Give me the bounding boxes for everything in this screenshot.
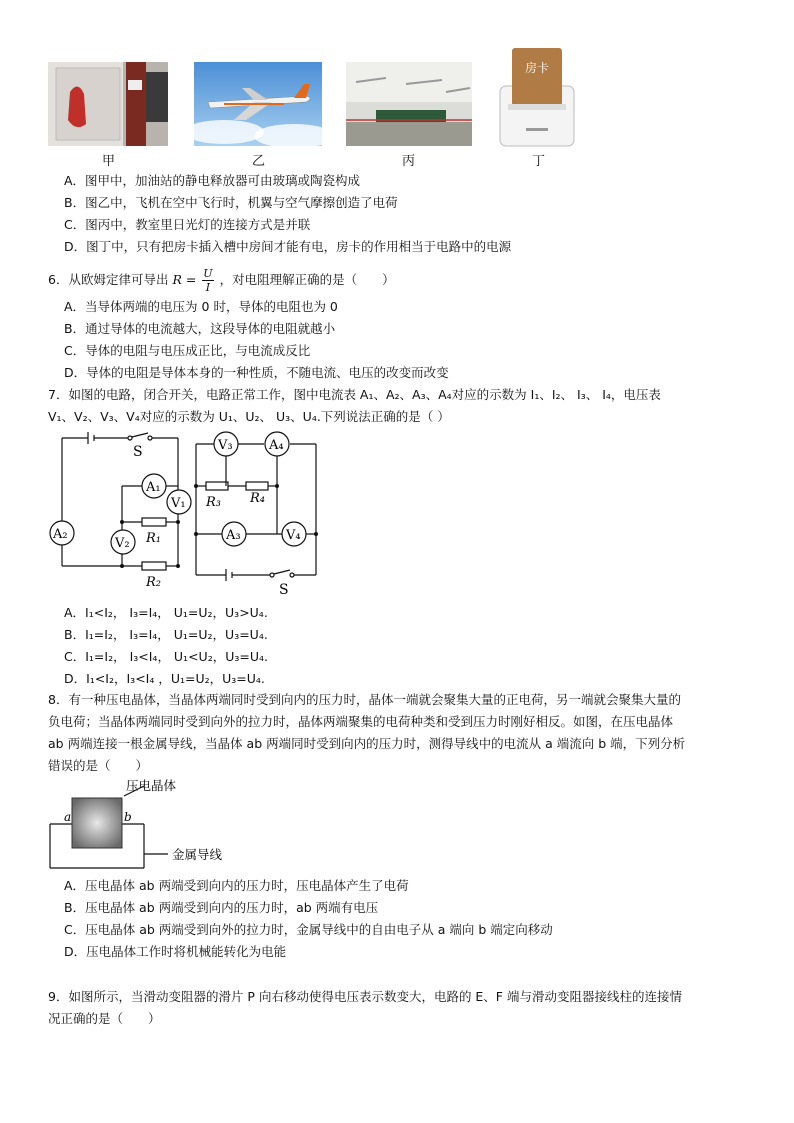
q7-stem-line2: V₁、V₂、V₃、V₄对应的示数为 U₁、U₂、 U₃、U₄.下列说法正确的是（ ） bbox=[48, 409, 450, 424]
q6-stem-post: ，对电阻理解正确的是（ ） bbox=[219, 272, 395, 287]
circuit-left-switch-label: S bbox=[133, 444, 143, 460]
q8-option-d: D．压电晶体工作时将机械能转化为电能 bbox=[64, 944, 287, 959]
q5-option-c: C．图丙中，教室里日光灯的连接方式是并联 bbox=[64, 217, 311, 232]
q8-option-a: A．压电晶体 ab 两端受到向内的压力时，压电晶体产生了电荷 bbox=[64, 878, 409, 893]
q8-label-wire: 金属导线 bbox=[172, 847, 223, 862]
q8-stem-line1: 8．有一种压电晶体，当晶体两端同时受到向内的压力时，晶体一端就会聚集大量的正电荷，另一端就会聚集大量的 bbox=[48, 692, 681, 707]
circuit-right-switch-label: S bbox=[279, 582, 289, 598]
q8-stem-line4: 错误的是（ ） bbox=[48, 758, 149, 773]
q5-option-b: B．图乙中，飞机在空中飞行时，机翼与空气摩擦创造了电荷 bbox=[64, 195, 398, 210]
image-bing bbox=[346, 62, 472, 146]
q6-stem bbox=[48, 267, 395, 294]
circuit-left-r2-label: R₂ bbox=[146, 575, 161, 590]
caption-jia: 甲 bbox=[102, 154, 116, 169]
q6-stem-pre: 6．从欧姆定律可导出 bbox=[48, 272, 169, 287]
q7-option-a: A．I₁<I₂， I₃=I₄， U₁=U₂，U₃>U₄. bbox=[64, 605, 268, 620]
image-jia bbox=[48, 62, 168, 146]
q8-option-b: B．压电晶体 ab 两端受到向内的压力时，ab 两端有电压 bbox=[64, 900, 379, 915]
q8-option-c: C．压电晶体 ab 两端受到向外的拉力时，金属导线中的自由电子从 a 端向 b 端定向移动 bbox=[64, 922, 553, 937]
circuit-right-v4-label: V₄ bbox=[286, 528, 301, 543]
q5-option-d: D．图丁中，只有把房卡插入槽中房间才能有电，房卡的作用相当于电路中的电源 bbox=[64, 239, 512, 254]
q8-diagram bbox=[46, 776, 286, 872]
q7-option-d: D．I₁<I₂，I₃<I₄ ，U₁=U₂，U₃=U₄. bbox=[64, 671, 265, 686]
q8-label-crystal: 压电晶体 bbox=[126, 778, 177, 793]
circuit-left-a2-label: A₂ bbox=[53, 527, 68, 542]
q6-option-a: A．当导体两端的电压为 0 时，导体的电阻也为 0 bbox=[64, 299, 338, 314]
q7-option-b: B．I₁=I₂， I₃=I₄， U₁=U₂，U₃=U₄. bbox=[64, 627, 268, 642]
q6-formula-numerator: U bbox=[203, 267, 213, 280]
q9-stem-line2: 况正确的是（ ） bbox=[48, 1011, 161, 1026]
q7-stem-line1: 7．如图的电路，闭合开关，电路正常工作，图中电流表 A₁、A₂、A₃、A₄对应的示数为 I₁、I₂、 I₃、 I₄，电压表 bbox=[48, 387, 661, 402]
q7-option-c: C．I₁=I₂， I₃<I₄， U₁<U₂，U₃=U₄. bbox=[64, 649, 268, 664]
circuit-left-v1-label: V₁ bbox=[171, 496, 186, 511]
q6-formula-fraction bbox=[202, 267, 213, 294]
image-ding bbox=[498, 48, 576, 148]
circuit-left-r1-label: R₁ bbox=[146, 531, 161, 546]
q7-circuit-left bbox=[42, 430, 192, 592]
room-card-text: 房卡 bbox=[524, 61, 550, 75]
q8-stem-line3: ab 两端连接一根金属导线，当晶体 ab 两端同时受到向内的压力时，测得导线中的电流从 a 端流向 b 端，下列分析 bbox=[48, 736, 686, 751]
caption-ding: 丁 bbox=[532, 154, 546, 169]
q6-option-c: C．导体的电阻与电压成正比，与电流成反比 bbox=[64, 343, 311, 358]
circuit-right-a3-label: A₃ bbox=[226, 528, 241, 543]
q8-label-a: a bbox=[64, 810, 72, 824]
circuit-right-r3-label: R₃ bbox=[206, 495, 221, 510]
caption-bing: 丙 bbox=[402, 154, 416, 169]
q6-option-b: B．通过导体的电流越大，这段导体的电阻就越小 bbox=[64, 321, 336, 336]
q5-option-a: A．图甲中，加油站的静电释放器可由玻璃或陶瓷构成 bbox=[64, 173, 361, 188]
q6-option-d: D．导体的电阻是导体本身的一种性质，不随电流、电压的改变而改变 bbox=[64, 365, 449, 380]
circuit-left-v2-label: V₂ bbox=[115, 536, 130, 551]
q6-formula-denominator: I bbox=[205, 281, 211, 294]
piezo-crystal bbox=[72, 798, 122, 848]
q8-stem-line2: 负电荷；当晶体两端同时受到向外的拉力时，晶体两端聚集的电荷种类和受到压力时刚好相反。如图，在压电晶体 bbox=[48, 714, 674, 729]
circuit-right-r4-label: R₄ bbox=[250, 491, 265, 506]
circuit-right-v3-label: V₃ bbox=[218, 438, 233, 453]
circuit-left-a1-label: A₁ bbox=[146, 480, 161, 495]
circuit-right-a4-label: A₄ bbox=[269, 438, 284, 453]
q9-stem-line1: 9．如图所示，当滑动变阻器的滑片 P 向右移动使得电压表示数变大，电路的 E、F 端与滑动变阻器接线柱的连接情 bbox=[48, 989, 682, 1004]
image-yi bbox=[194, 62, 322, 146]
caption-yi: 乙 bbox=[252, 154, 266, 169]
q8-label-b: b bbox=[124, 810, 132, 824]
q6-formula-lhs: R = bbox=[172, 272, 197, 287]
q7-circuit-right bbox=[192, 430, 326, 598]
